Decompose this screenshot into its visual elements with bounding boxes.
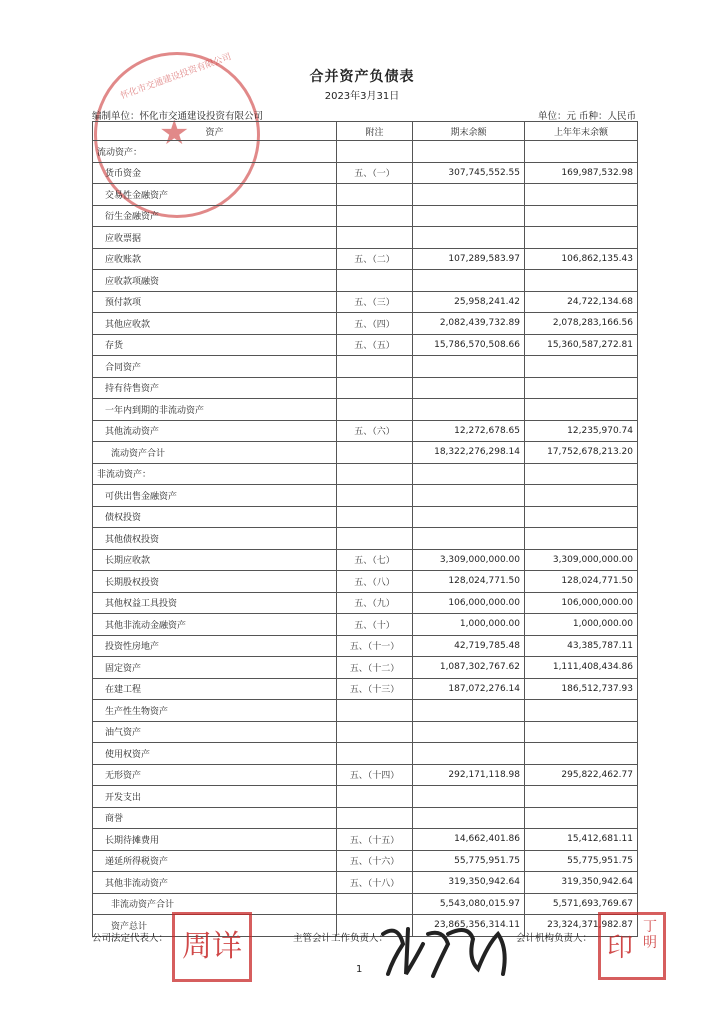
row-end-balance bbox=[413, 270, 525, 292]
row-end-balance: 14,662,401.86 bbox=[413, 829, 525, 851]
row-end-balance bbox=[413, 721, 525, 743]
row-item-label: 生产性生物资产 bbox=[93, 700, 337, 722]
row-note: 五、（九） bbox=[337, 592, 413, 614]
row-begin-balance: 106,000,000.00 bbox=[525, 592, 638, 614]
report-date: 2023年3月31日 bbox=[324, 91, 400, 102]
row-begin-balance bbox=[525, 356, 638, 378]
row-end-balance: 319,350,942.64 bbox=[413, 872, 525, 894]
row-note: 五、（十六） bbox=[337, 850, 413, 872]
row-item-label: 其他非流动金融资产 bbox=[93, 614, 337, 636]
row-begin-balance: 169,987,532.98 bbox=[525, 162, 638, 184]
table-row bbox=[93, 506, 638, 528]
row-note: 五、（五） bbox=[337, 334, 413, 356]
row-begin-balance: 15,412,681.11 bbox=[525, 829, 638, 851]
round-seal-text: 怀化市交通建设投资有限公司 bbox=[119, 52, 233, 102]
row-note bbox=[337, 893, 413, 915]
table-row bbox=[93, 829, 638, 851]
row-item-label: 其他应收款 bbox=[93, 313, 337, 335]
row-item-label: 衍生金融资产 bbox=[93, 205, 337, 227]
row-note bbox=[337, 700, 413, 722]
row-end-balance: 106,000,000.00 bbox=[413, 592, 525, 614]
table-row bbox=[93, 334, 638, 356]
row-end-balance bbox=[413, 786, 525, 808]
table-row bbox=[93, 377, 638, 399]
row-begin-balance bbox=[525, 528, 638, 550]
row-begin-balance bbox=[525, 721, 638, 743]
row-note: 五、（十一） bbox=[337, 635, 413, 657]
row-note: 五、（四） bbox=[337, 313, 413, 335]
row-end-balance bbox=[413, 807, 525, 829]
row-begin-balance: 186,512,737.93 bbox=[525, 678, 638, 700]
row-end-balance bbox=[413, 463, 525, 485]
row-end-balance: 12,272,678.65 bbox=[413, 420, 525, 442]
row-item-label: 合同资产 bbox=[93, 356, 337, 378]
table-row bbox=[93, 872, 638, 894]
row-note: 五、（十四） bbox=[337, 764, 413, 786]
row-begin-balance: 295,822,462.77 bbox=[525, 764, 638, 786]
row-begin-balance bbox=[525, 227, 638, 249]
table-row bbox=[93, 399, 638, 421]
row-begin-balance bbox=[525, 399, 638, 421]
row-begin-balance: 24,722,134.68 bbox=[525, 291, 638, 313]
row-begin-balance bbox=[525, 270, 638, 292]
table-row bbox=[93, 270, 638, 292]
row-end-balance: 307,745,552.55 bbox=[413, 162, 525, 184]
table-row bbox=[93, 141, 638, 163]
document-title: 合并资产负债表 bbox=[309, 69, 415, 85]
row-note bbox=[337, 807, 413, 829]
table-row bbox=[93, 700, 638, 722]
legal-rep-seal: 周详 bbox=[172, 912, 252, 982]
handwritten-signature bbox=[378, 914, 518, 984]
row-begin-balance bbox=[525, 743, 638, 765]
row-note bbox=[337, 485, 413, 507]
row-note bbox=[337, 377, 413, 399]
row-note bbox=[337, 227, 413, 249]
row-note bbox=[337, 442, 413, 464]
accounting-head-label: 主管会计工作负责人： bbox=[293, 933, 389, 944]
row-note bbox=[337, 721, 413, 743]
row-item-label: 预付款项 bbox=[93, 291, 337, 313]
row-note bbox=[337, 506, 413, 528]
row-note bbox=[337, 270, 413, 292]
currency-unit: 单位：元 币种：人民币 bbox=[537, 111, 636, 122]
row-item-label: 应收款项融资 bbox=[93, 270, 337, 292]
row-end-balance: 18,322,276,298.14 bbox=[413, 442, 525, 464]
row-item-label: 油气资产 bbox=[93, 721, 337, 743]
table-row bbox=[93, 162, 638, 184]
table-row bbox=[93, 764, 638, 786]
row-item-label: 长期应收款 bbox=[93, 549, 337, 571]
row-end-balance: 23,865,356,314.11 bbox=[413, 915, 525, 937]
row-note: 五、（六） bbox=[337, 420, 413, 442]
row-begin-balance: 15,360,587,272.81 bbox=[525, 334, 638, 356]
row-item-label: 递延所得税资产 bbox=[93, 850, 337, 872]
row-item-label: 债权投资 bbox=[93, 506, 337, 528]
row-item-label: 可供出售金融资产 bbox=[93, 485, 337, 507]
row-note: 五、（二） bbox=[337, 248, 413, 270]
table-row bbox=[93, 227, 638, 249]
row-begin-balance: 106,862,135.43 bbox=[525, 248, 638, 270]
row-item-label: 长期股权投资 bbox=[93, 571, 337, 593]
table-row bbox=[93, 528, 638, 550]
row-end-balance: 128,024,771.50 bbox=[413, 571, 525, 593]
row-begin-balance: 23,324,371,982.87 bbox=[525, 915, 638, 937]
row-end-balance: 2,082,439,732.89 bbox=[413, 313, 525, 335]
row-end-balance bbox=[413, 356, 525, 378]
row-end-balance: 15,786,570,508.66 bbox=[413, 334, 525, 356]
row-note: 五、（十三） bbox=[337, 678, 413, 700]
row-end-balance: 1,000,000.00 bbox=[413, 614, 525, 636]
column-header-note: 附注 bbox=[337, 122, 413, 141]
row-begin-balance: 319,350,942.64 bbox=[525, 872, 638, 894]
row-end-balance bbox=[413, 399, 525, 421]
row-begin-balance: 3,309,000,000.00 bbox=[525, 549, 638, 571]
table-row bbox=[93, 678, 638, 700]
row-begin-balance bbox=[525, 700, 638, 722]
row-end-balance: 25,958,241.42 bbox=[413, 291, 525, 313]
table-row bbox=[93, 463, 638, 485]
row-item-label: 持有待售资产 bbox=[93, 377, 337, 399]
row-note bbox=[337, 743, 413, 765]
table-row bbox=[93, 635, 638, 657]
table-row bbox=[93, 592, 638, 614]
row-end-balance bbox=[413, 506, 525, 528]
row-end-balance bbox=[413, 743, 525, 765]
row-end-balance: 1,087,302,767.62 bbox=[413, 657, 525, 679]
legal-representative-label: 公司法定代表人： bbox=[92, 933, 169, 944]
row-note bbox=[337, 356, 413, 378]
row-item-label: 其他债权投资 bbox=[93, 528, 337, 550]
row-end-balance bbox=[413, 227, 525, 249]
table-row bbox=[93, 721, 638, 743]
table-row bbox=[93, 743, 638, 765]
table-row bbox=[93, 248, 638, 270]
row-note bbox=[337, 141, 413, 163]
row-begin-balance: 12,235,970.74 bbox=[525, 420, 638, 442]
row-end-balance: 107,289,583.97 bbox=[413, 248, 525, 270]
star-icon: ★ bbox=[159, 113, 190, 153]
row-end-balance: 55,775,951.75 bbox=[413, 850, 525, 872]
column-header-end-balance: 期末余额 bbox=[413, 122, 525, 141]
accounting-dept-head-label: 会计机构负责人： bbox=[516, 933, 593, 944]
row-begin-balance: 5,571,693,769.67 bbox=[525, 893, 638, 915]
table-row bbox=[93, 313, 638, 335]
row-item-label: 流动资产： bbox=[93, 141, 337, 163]
row-begin-balance: 55,775,951.75 bbox=[525, 850, 638, 872]
table-row bbox=[93, 807, 638, 829]
row-item-label: 存货 bbox=[93, 334, 337, 356]
row-begin-balance bbox=[525, 377, 638, 399]
row-end-balance: 292,171,118.98 bbox=[413, 764, 525, 786]
row-item-label: 应收账款 bbox=[93, 248, 337, 270]
row-item-label: 其他流动资产 bbox=[93, 420, 337, 442]
row-begin-balance bbox=[525, 184, 638, 206]
table-row bbox=[93, 356, 638, 378]
row-note: 五、（十五） bbox=[337, 829, 413, 851]
row-end-balance: 42,719,785.48 bbox=[413, 635, 525, 657]
row-end-balance bbox=[413, 205, 525, 227]
row-end-balance: 3,309,000,000.00 bbox=[413, 549, 525, 571]
row-note: 五、（十二） bbox=[337, 657, 413, 679]
table-row bbox=[93, 291, 638, 313]
row-end-balance bbox=[413, 184, 525, 206]
row-end-balance: 187,072,276.14 bbox=[413, 678, 525, 700]
table-row bbox=[93, 786, 638, 808]
table-row bbox=[93, 657, 638, 679]
row-end-balance bbox=[413, 700, 525, 722]
row-note bbox=[337, 205, 413, 227]
row-begin-balance bbox=[525, 786, 638, 808]
table-row bbox=[93, 850, 638, 872]
row-begin-balance bbox=[525, 205, 638, 227]
row-note: 五、（十八） bbox=[337, 872, 413, 894]
row-item-label: 其他非流动资产 bbox=[93, 872, 337, 894]
row-begin-balance bbox=[525, 463, 638, 485]
table-row bbox=[93, 571, 638, 593]
row-note bbox=[337, 463, 413, 485]
row-end-balance: 5,543,080,015.97 bbox=[413, 893, 525, 915]
row-item-label: 非流动资产合计 bbox=[93, 893, 337, 915]
row-begin-balance: 17,752,678,213.20 bbox=[525, 442, 638, 464]
row-begin-balance bbox=[525, 485, 638, 507]
balance-sheet-table bbox=[92, 121, 638, 937]
row-begin-balance bbox=[525, 506, 638, 528]
table-row bbox=[93, 549, 638, 571]
row-note bbox=[337, 399, 413, 421]
table-row bbox=[93, 184, 638, 206]
row-begin-balance: 43,385,787.11 bbox=[525, 635, 638, 657]
table-row bbox=[93, 485, 638, 507]
row-begin-balance: 2,078,283,166.56 bbox=[525, 313, 638, 335]
row-begin-balance: 128,024,771.50 bbox=[525, 571, 638, 593]
row-end-balance bbox=[413, 377, 525, 399]
row-note: 五、（七） bbox=[337, 549, 413, 571]
row-end-balance bbox=[413, 485, 525, 507]
row-note: 五、（一） bbox=[337, 162, 413, 184]
row-item-label: 使用权资产 bbox=[93, 743, 337, 765]
column-header-item: 资产 bbox=[93, 122, 337, 141]
row-end-balance bbox=[413, 528, 525, 550]
row-item-label: 应收票据 bbox=[93, 227, 337, 249]
page-number: 1 bbox=[356, 964, 363, 975]
row-item-label: 资产总计 bbox=[93, 915, 337, 937]
row-item-label: 投资性房地产 bbox=[93, 635, 337, 657]
row-note: 五、（八） bbox=[337, 571, 413, 593]
company-name: 编制单位：怀化市交通建设投资有限公司 bbox=[92, 111, 264, 122]
row-item-label: 货币资金 bbox=[93, 162, 337, 184]
row-item-label: 固定资产 bbox=[93, 657, 337, 679]
row-note: 五、（十） bbox=[337, 614, 413, 636]
column-header-begin-balance: 上年年末余额 bbox=[525, 122, 638, 141]
row-note bbox=[337, 528, 413, 550]
dept-head-seal: 印 丁明 bbox=[598, 912, 666, 980]
table-row bbox=[93, 205, 638, 227]
row-begin-balance: 1,000,000.00 bbox=[525, 614, 638, 636]
row-item-label: 无形资产 bbox=[93, 764, 337, 786]
row-item-label: 非流动资产： bbox=[93, 463, 337, 485]
row-item-label: 开发支出 bbox=[93, 786, 337, 808]
row-item-label: 流动资产合计 bbox=[93, 442, 337, 464]
table-row bbox=[93, 614, 638, 636]
table-row bbox=[93, 442, 638, 464]
row-item-label: 交易性金融资产 bbox=[93, 184, 337, 206]
row-end-balance bbox=[413, 141, 525, 163]
row-begin-balance bbox=[525, 807, 638, 829]
row-item-label: 一年内到期的非流动资产 bbox=[93, 399, 337, 421]
row-item-label: 其他权益工具投资 bbox=[93, 592, 337, 614]
row-begin-balance bbox=[525, 141, 638, 163]
row-note bbox=[337, 184, 413, 206]
row-item-label: 长期待摊费用 bbox=[93, 829, 337, 851]
row-begin-balance: 1,111,408,434.86 bbox=[525, 657, 638, 679]
table-row bbox=[93, 420, 638, 442]
table-header-row bbox=[93, 122, 638, 141]
row-item-label: 商誉 bbox=[93, 807, 337, 829]
row-note: 五、（三） bbox=[337, 291, 413, 313]
row-item-label: 在建工程 bbox=[93, 678, 337, 700]
row-note bbox=[337, 786, 413, 808]
